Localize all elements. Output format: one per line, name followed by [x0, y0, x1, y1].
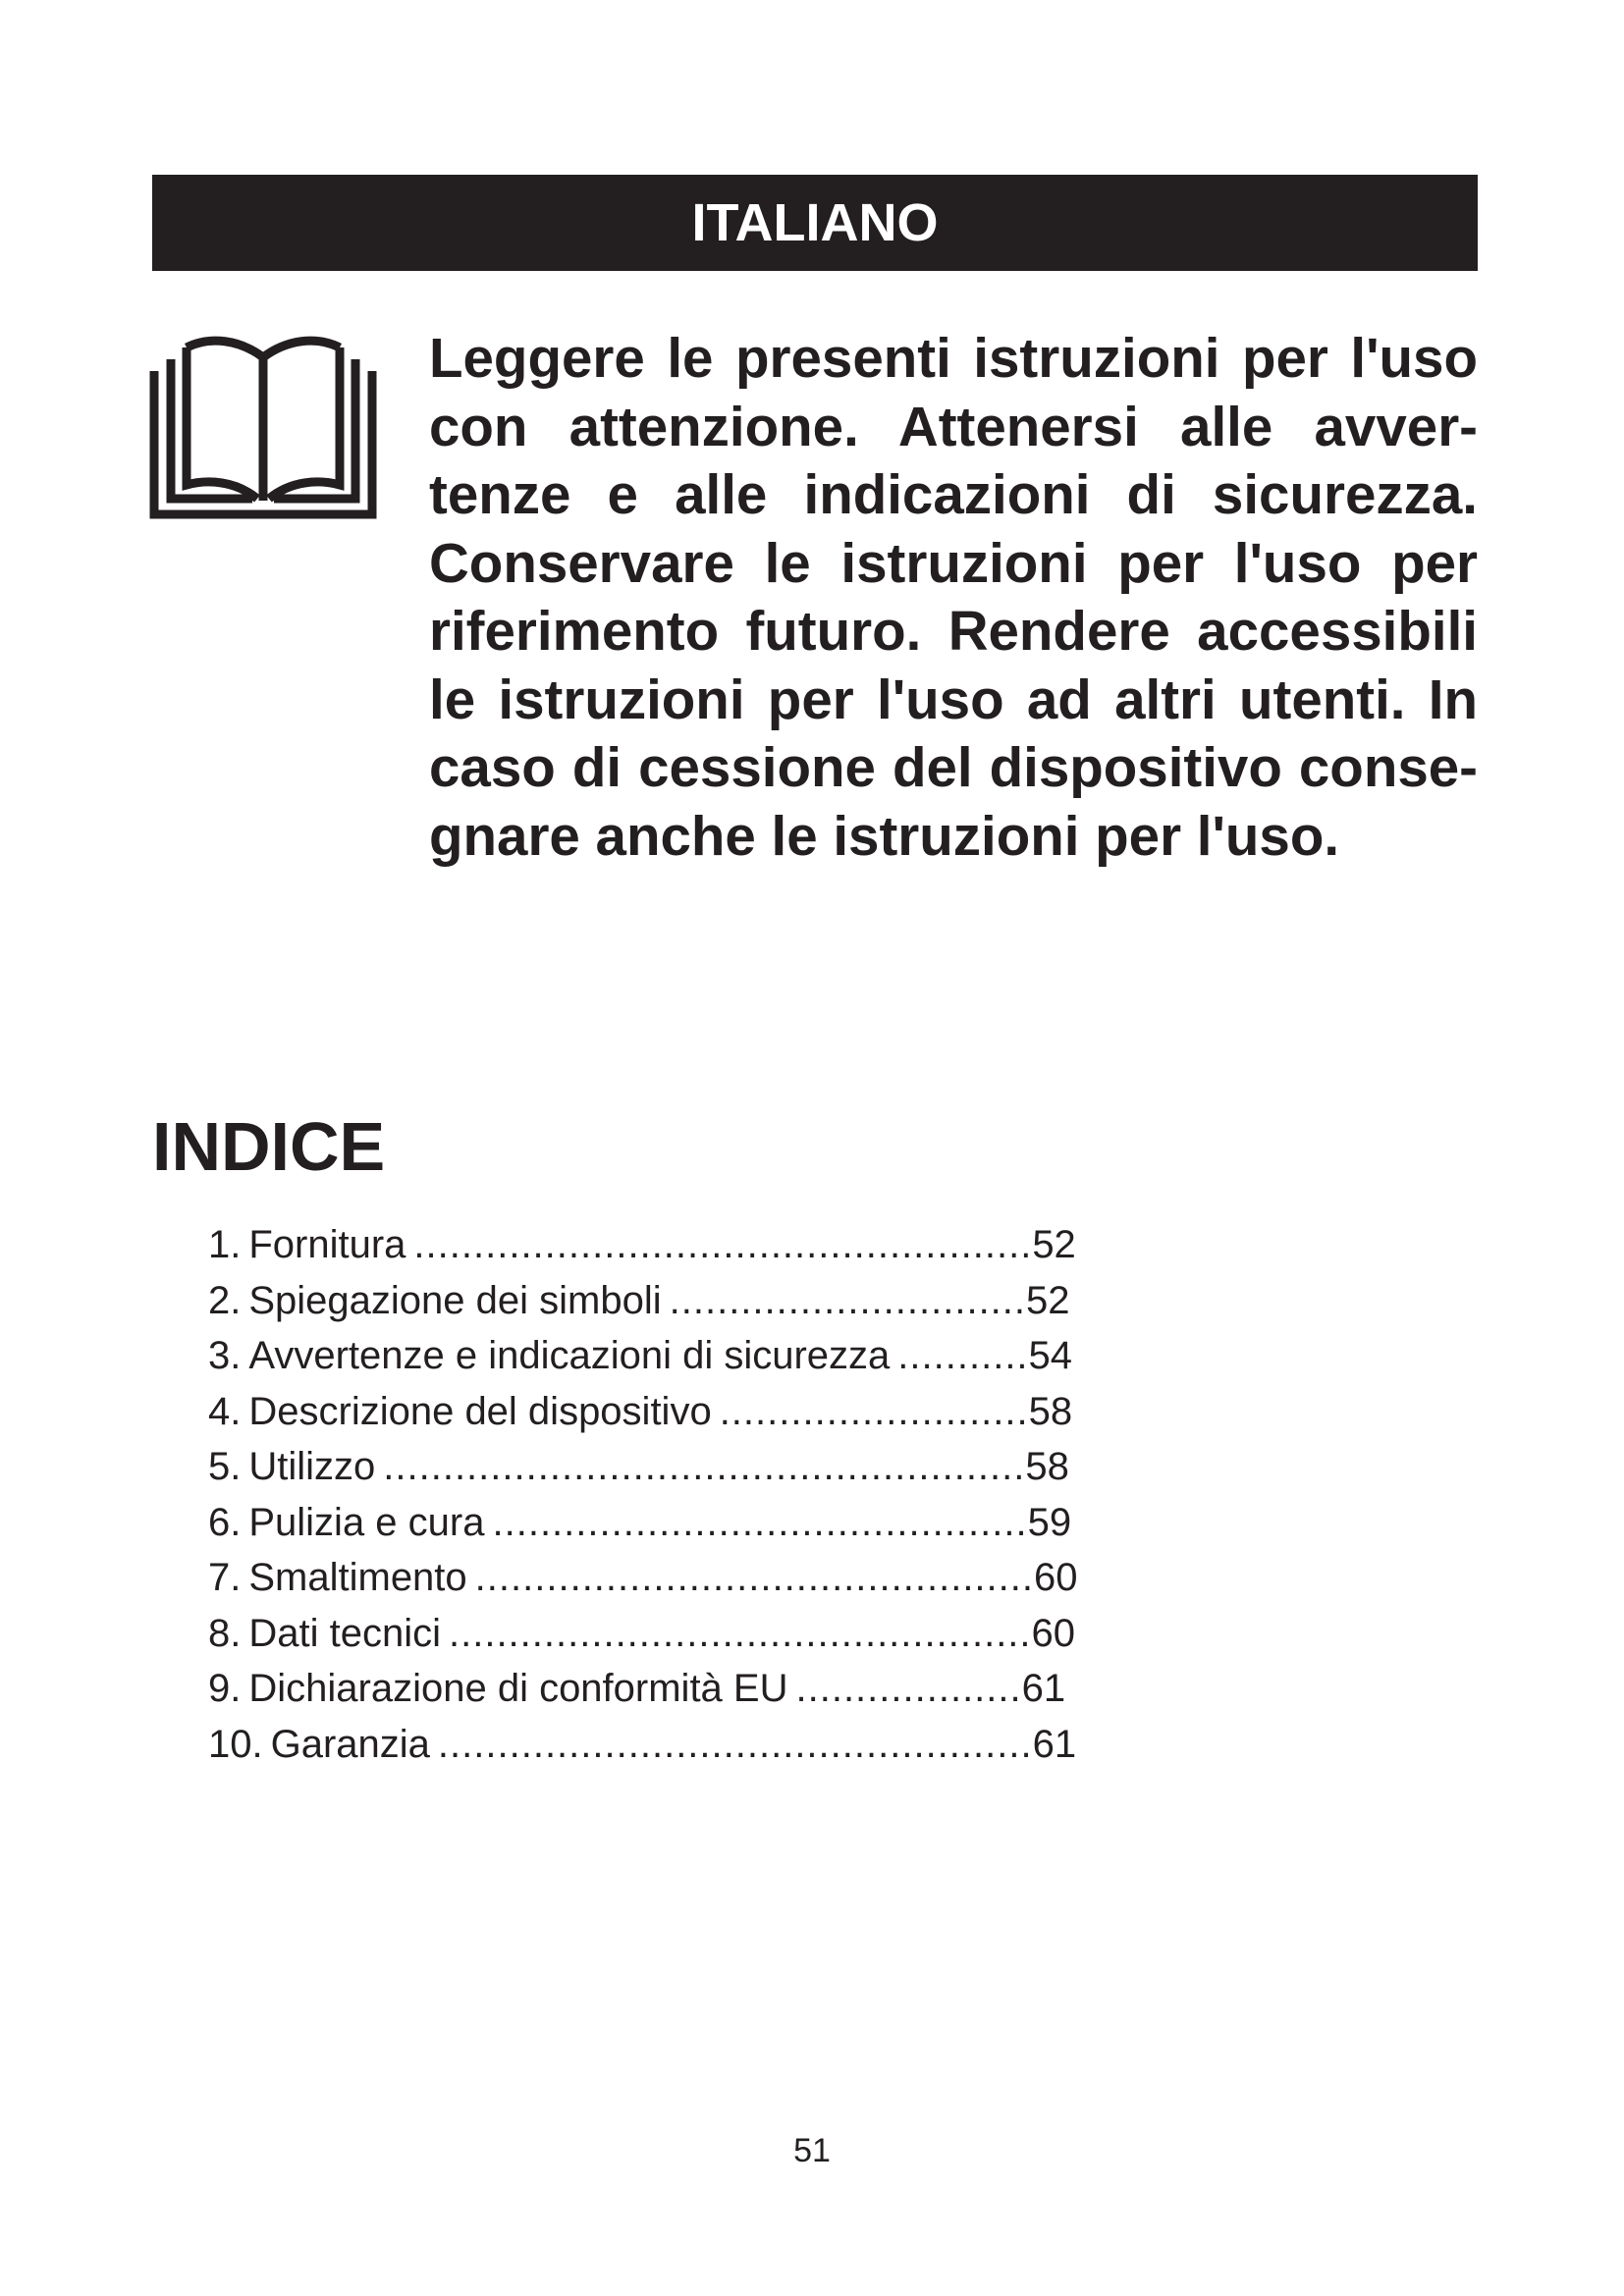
- toc-item-leader-dots: ...............................................: [474, 1556, 1034, 1599]
- toc-item-title: Utilizzo: [248, 1445, 376, 1488]
- toc-item-page: 61: [1032, 1722, 1077, 1766]
- toc-item-title: Dichiarazione di conformità EU: [248, 1667, 788, 1710]
- toc-item: [208, 1328, 1092, 1384]
- toc-item-page: 58: [1028, 1389, 1073, 1433]
- toc-item-page: 54: [1028, 1334, 1073, 1377]
- toc-item-number: 7.: [208, 1556, 242, 1599]
- toc-item-leader-dots: ..................................................: [437, 1722, 1033, 1766]
- toc-item-leader-dots: ...................: [795, 1667, 1022, 1710]
- toc-item: [208, 1550, 1092, 1606]
- toc-item: [208, 1217, 1092, 1273]
- toc-item-title: Spiegazione dei simboli: [248, 1278, 662, 1322]
- toc-item-number: 10.: [208, 1722, 263, 1766]
- page-number: 51: [793, 2132, 831, 2169]
- toc-item-page: 60: [1031, 1611, 1076, 1655]
- toc-item-title: Smaltimento: [248, 1556, 467, 1599]
- toc-item: [208, 1717, 1092, 1773]
- toc-item-title: Avvertenze e indicazioni di sicurezza: [248, 1334, 891, 1377]
- toc-item-title: Descrizione del dispositivo: [248, 1389, 712, 1433]
- toc-item-title: Garanzia: [270, 1722, 430, 1766]
- toc-item-leader-dots: ......................................................: [383, 1445, 1026, 1488]
- toc-item: [208, 1384, 1092, 1440]
- toc-item-title: Dati tecnici: [248, 1611, 441, 1655]
- toc-item-leader-dots: ..............................: [669, 1278, 1027, 1322]
- toc-item-page: 59: [1027, 1500, 1072, 1544]
- toc-item: [208, 1439, 1092, 1495]
- toc-item-leader-dots: .............................................: [492, 1500, 1028, 1544]
- table-of-contents: [208, 1217, 1092, 1772]
- intro-warning-text: Leggere le presenti istruzioni per l'uso con attenzione. Attenersi alle avver- tenze e alle indicazioni di sicurezza. Conservare le istruzioni per l'uso per riferimento futuro. Rendere accessibili le istruzioni per l'uso ad altri utenti. In caso di cessione del dispositivo conse- gnare anche le istruzioni per l'uso.: [429, 327, 1478, 867]
- language-header: [152, 175, 1478, 271]
- toc-item-leader-dots: ..........................: [719, 1389, 1029, 1433]
- language-label: ITALIANO: [691, 193, 939, 252]
- toc-item-title: Fornitura: [248, 1223, 406, 1266]
- open-book-icon: [149, 332, 377, 520]
- toc-item-number: 5.: [208, 1445, 242, 1488]
- toc-item: [208, 1495, 1092, 1551]
- toc-item-number: 6.: [208, 1500, 242, 1544]
- toc-item: [208, 1606, 1092, 1662]
- toc-item-title: Pulizia e cura: [248, 1500, 485, 1544]
- toc-item-number: 9.: [208, 1667, 242, 1710]
- toc-item-number: 3.: [208, 1334, 242, 1377]
- toc-item-page: 58: [1025, 1445, 1069, 1488]
- toc-item-page: 52: [1032, 1223, 1076, 1266]
- toc-item: [208, 1273, 1092, 1329]
- toc-item-page: 60: [1034, 1556, 1078, 1599]
- toc-item-number: 4.: [208, 1389, 242, 1433]
- toc-item-leader-dots: .................................................: [448, 1611, 1032, 1655]
- toc-item-page: 61: [1021, 1667, 1066, 1710]
- toc-item: [208, 1661, 1092, 1717]
- toc-item-number: 1.: [208, 1223, 242, 1266]
- index-title: INDICE: [152, 1108, 386, 1185]
- toc-item-number: 2.: [208, 1278, 242, 1322]
- toc-item-leader-dots: ...........: [897, 1334, 1029, 1377]
- toc-item-number: 8.: [208, 1611, 242, 1655]
- toc-item-leader-dots: ....................................................: [413, 1223, 1033, 1266]
- toc-item-page: 52: [1026, 1278, 1070, 1322]
